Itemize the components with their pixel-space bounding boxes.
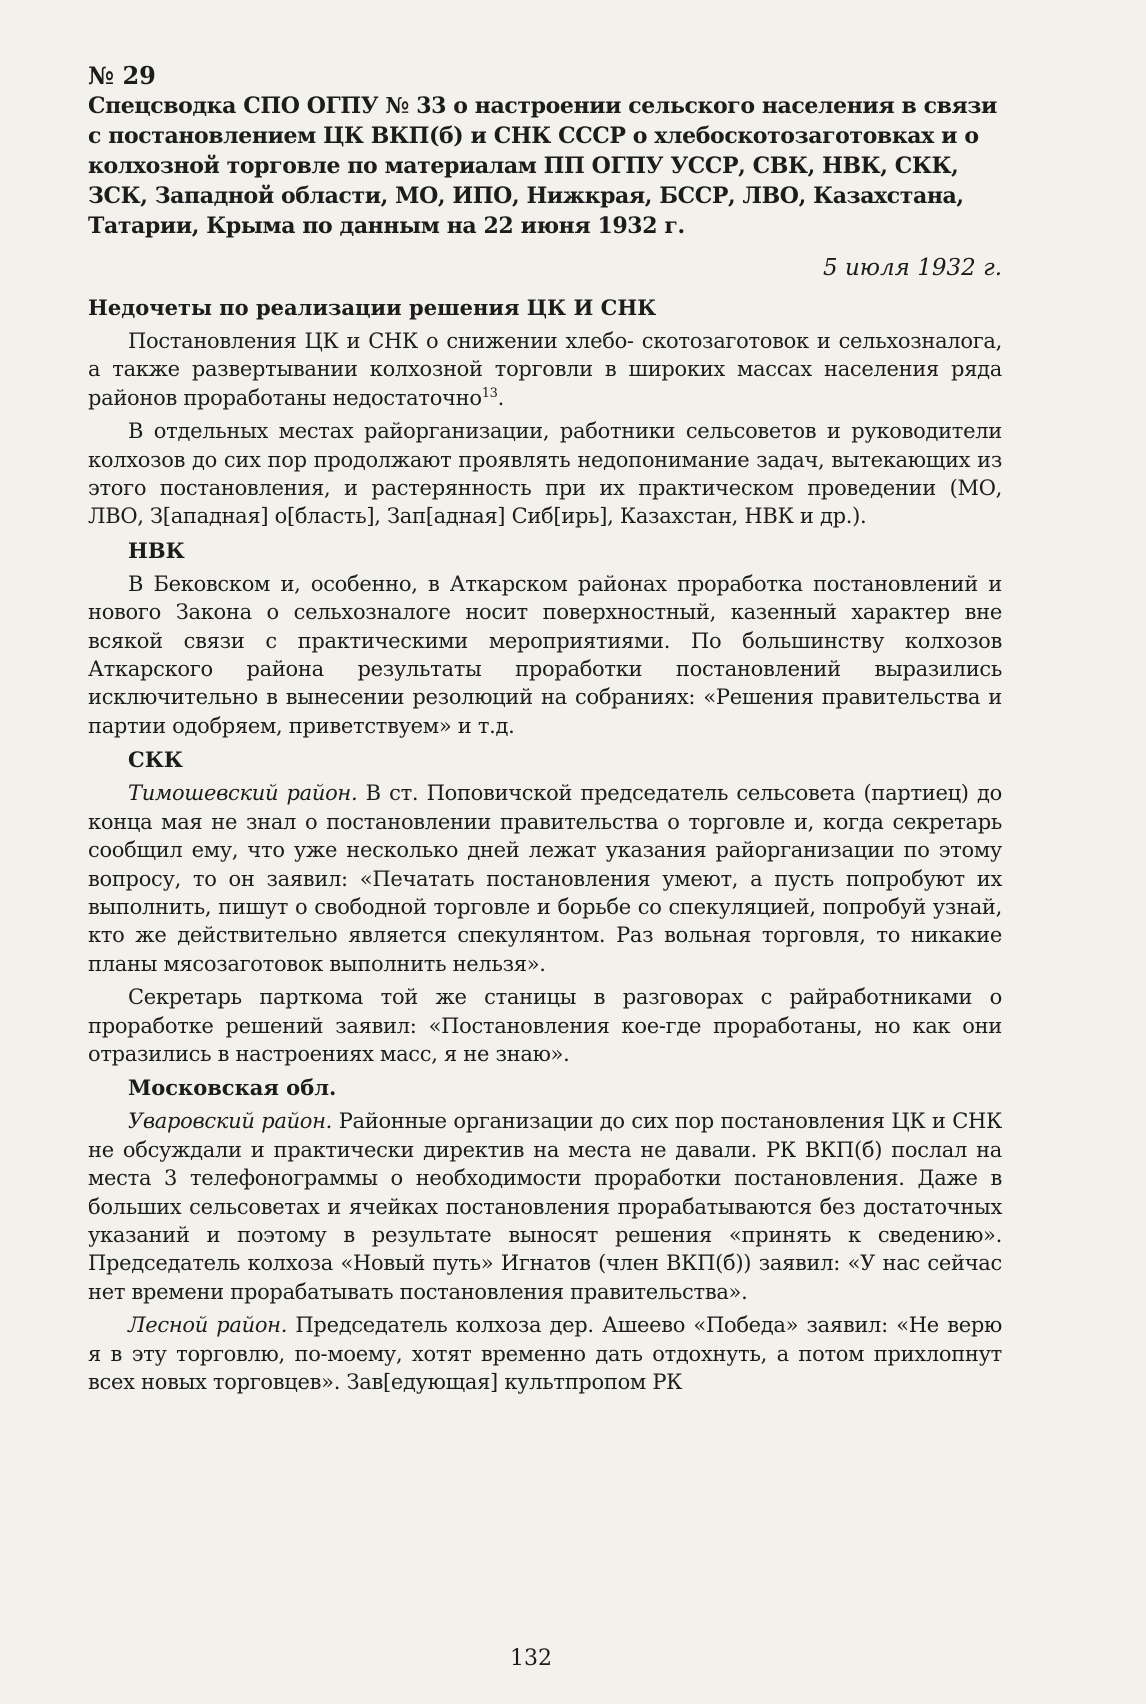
section-heading-moscow: Московская обл. — [128, 1075, 337, 1101]
paragraph: Секретарь парткома той же станицы в разговорах с райработниками о проработке решений заявил: «Постановления кое-где проработаны, но как они отразились в настроениях масс, я не знаю». — [88, 985, 1002, 1066]
document-number: № 29 — [88, 61, 156, 90]
page-number: 132 — [510, 1646, 552, 1671]
district-name: Лесной район. — [128, 1313, 288, 1338]
district-name: Уваровский район. — [128, 1109, 333, 1134]
document-date: 5 июля 1932 г. — [823, 255, 1002, 281]
paragraph: Постановления ЦК и СНК о снижении хлебо- скотозаготовок и сельхозналога, а также развертывании колхозной торговли в широких массах населения ряда районов проработаны недостаточно$^{13}$. — [88, 329, 1002, 410]
footnote-ref: 13 — [481, 385, 498, 401]
district-name: Тимошевский район. — [128, 781, 358, 806]
paragraph: В Бековском и, особенно, в Аткарском районах проработка постановлений и нового Закона о сельхозналоге носит поверхностный, казенный характер вне всякой связи с практическими мероприятиями. По большинству колхозов Аткарского района результаты проработки постановлений выразились исключительно в вынесении резолюций на собраниях: «Решения правительства и партии одобряем, приветствуем» и т.д. — [88, 571, 1002, 738]
section-heading-nvk: НВК — [128, 537, 185, 563]
paragraph: Уваровский район. Районные организации до сих пор постановления ЦК и СНК не обсуждали и практически директив на места не давали. РК ВКП(б) послал на места 3 телефонограммы о необходимости проработки постановления. Даже в больших сельсоветах и ячейках постановления прорабатываются без достаточных указаний и поэтому в результате выносят решения «принять к сведению». Председатель колхоза «Новый путь» Игнатов (член ВКП(б)) заявил: «У нас сейчас нет времени прорабатывать постановления правительства». — [88, 1109, 1002, 1304]
section-heading-skk: СКК — [128, 747, 183, 773]
section-heading-shortcomings: Недочеты по реализации решения ЦК И СНК — [88, 295, 657, 320]
document-title: Спецсводка СПО ОГПУ № 33 о настроении сельского населения в связи с постановлением ЦК ВКП(б) и СНК СССР о хлебоскотозаготовках и о колхозной торговле по материалам ПП ОГПУ УССР, СВК, НВК, СКК, ЗСК, Западной области, МО, ИПО, Нижкрая, БССР, ЛВО, Казахстана, Татарии, Крыма по данным на 22 июня 1932 г. — [88, 93, 997, 239]
paragraph: Лесной район. Председатель колхоза дер. Ашеево «Победа» заявил: «Не верю я в эту торговлю, по-моему, хотят временно дать отдохнуть, а потом прихлопнут всех новых торговцев». Зав[едующая] культпропом РК — [88, 1313, 1002, 1394]
paragraph: В отдельных местах райорганизации, работники сельсоветов и руководители колхозов до сих пор продолжают проявлять недопонимание задач, вытекающих из этого постановления, и растерянность при их практическом проведении (МО, ЛВО, З[ападная] о[бласть], Зап[адная] Сиб[ирь], Казахстан, НВК и др.). — [88, 419, 1002, 529]
document-page — [88, 60, 1002, 1401]
paragraph: Тимошевский район. В ст. Поповичской председатель сельсовета (партиец) до конца мая не знал о постановлении правительства о торговле и, когда секретарь сообщил ему, что уже несколько дней лежат указания райорганизации по этому вопросу, то он заявил: «Печатать постановления умеют, а пусть попробуют их выполнить, пишут о свободной торговле и борьбе со спекуляцией, попробуй узнай, кто же действительно является спекулянтом. Раз вольная торговля, то никакие планы мясозаготовок выполнить нельзя». — [88, 781, 1002, 976]
